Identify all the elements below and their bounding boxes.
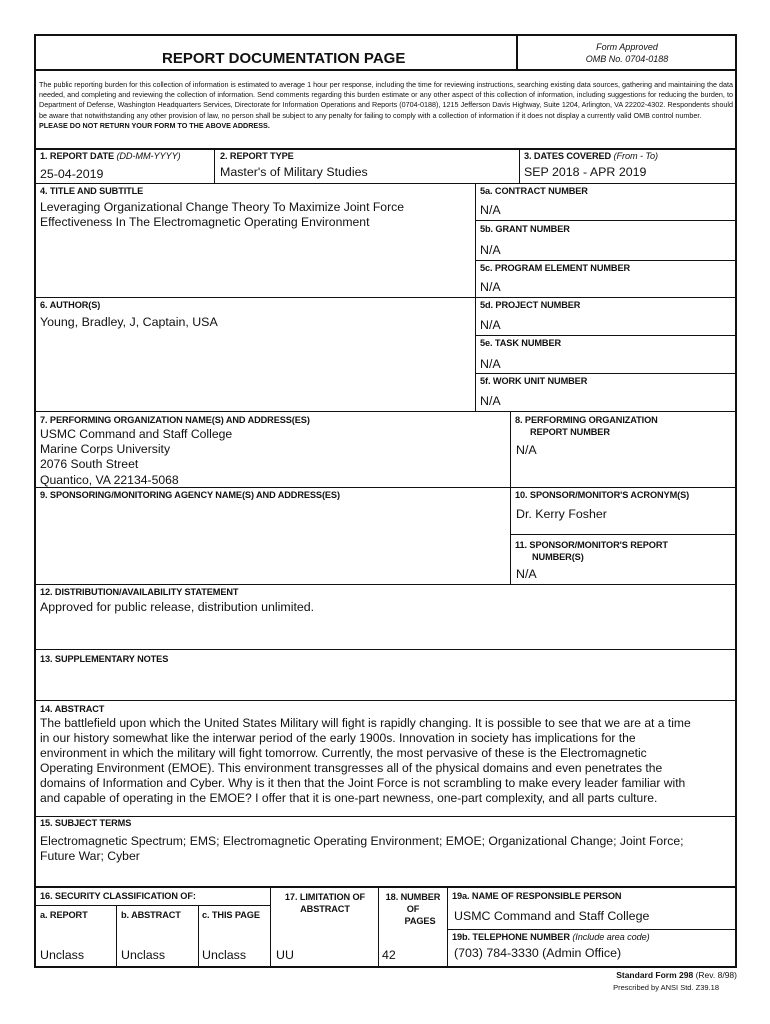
divider [35, 700, 736, 701]
divider [35, 649, 736, 650]
abstract-line: in our history somewhat like the interwar period of the early 1900s. Innovation in society has implications for the [40, 731, 636, 746]
divider [198, 905, 199, 967]
sponsor-acronym-value: Dr. Kerry Fosher [516, 507, 607, 521]
divider [35, 69, 736, 71]
sponsoring-agency-label: 9. SPONSORING/MONITORING AGENCY NAME(S) AND ADDRESS(ES) [40, 490, 340, 500]
abstract-line: and capable of operating in the EMOE? I offer that it is one-part newness, one-part complexity, and all parts culture. [40, 791, 658, 806]
program-element-number-value: N/A [480, 280, 501, 294]
dates-covered-hint: (From - To) [613, 151, 659, 161]
subject-terms-label: 15. SUBJECT TERMS [40, 818, 132, 828]
label-line: NUMBER(S) [532, 552, 584, 562]
divider [35, 148, 736, 150]
performing-org-value: USMC Command and Staff College Marine Corps University 2076 South Street Quantico, VA 22134-5068 [40, 427, 233, 487]
do-not-return-notice: PLEASE DO NOT RETURN YOUR FORM TO THE ABOVE ADDRESS. [39, 120, 270, 130]
sponsor-acronym-label: 10. SPONSOR/MONITOR'S ACRONYM(S) [515, 490, 690, 500]
performing-org-report-number-value: N/A [516, 443, 537, 457]
responsible-person-label: 19a. NAME OF RESPONSIBLE PERSON [452, 891, 622, 901]
label-line: OF [406, 904, 420, 914]
divider [475, 260, 736, 261]
divider [510, 534, 736, 535]
task-number-value: N/A [480, 357, 501, 371]
prescribed-by: Prescribed by ANSI Std. Z39.18 [613, 983, 719, 992]
telephone-hint: (Include area code) [572, 932, 650, 942]
number-of-pages-label [379, 891, 447, 927]
grant-number-value: N/A [480, 243, 501, 257]
divider [35, 297, 736, 298]
abstract-line: The battlefield upon which the United States Military will fight is rapidly changing. It is possible to see that we are at a time [40, 716, 691, 730]
abstract-line: Operating Environment (EMOE). This environment transgresses all of the physical domains and even penetrates the [40, 761, 663, 776]
report-classification-value: Unclass [40, 948, 85, 962]
label-line: ABSTRACT [300, 904, 350, 914]
project-number-value: N/A [480, 318, 501, 332]
this-page-classification-label: c. THIS PAGE [202, 910, 260, 920]
work-unit-number-label: 5f. WORK UNIT NUMBER [480, 376, 588, 386]
telephone-label [452, 932, 650, 942]
omb-number: OMB No. 0704-0188 [585, 53, 669, 64]
divider [519, 148, 520, 183]
title-subtitle-value: Leveraging Organizational Change Theory To Maximize Joint Force Effectiveness In The Electromagnetic Operating Environment [40, 200, 405, 230]
responsible-person-value: USMC Command and Staff College [454, 909, 650, 923]
standard-form-footer [520, 970, 737, 980]
dates-covered-value: SEP 2018 - APR 2019 [524, 165, 647, 179]
task-number-label: 5e. TASK NUMBER [480, 338, 562, 348]
abstract-text [40, 716, 734, 807]
label-line: 17. LIMITATION OF [284, 892, 366, 902]
report-date-label-text: 1. REPORT DATE [40, 151, 114, 161]
project-number-label: 5d. PROJECT NUMBER [480, 300, 581, 310]
form-approved-text: Form Approved [596, 42, 658, 52]
divider [270, 886, 271, 967]
label-line: REPORT NUMBER [530, 427, 610, 437]
authors-value: Young, Bradley, J, Captain, USA [40, 315, 218, 329]
divider [475, 335, 736, 336]
report-type-value: Master's of Military Studies [220, 165, 368, 179]
work-unit-number-value: N/A [480, 394, 501, 408]
label-line: 11. SPONSOR/MONITOR'S REPORT [515, 540, 668, 550]
performing-org-report-number-label [515, 414, 658, 438]
subject-terms-value: Electromagnetic Spectrum; EMS; Electromagnetic Operating Environment; EMOE; Organizational Change; Joint Force; Future War; Cyber [40, 834, 684, 864]
standard-form-number: Standard Form 298 [616, 970, 694, 980]
telephone-label-text: 19b. TELEPHONE NUMBER [452, 932, 570, 942]
limitation-of-abstract-label [272, 891, 378, 915]
title-subtitle-label: 4. TITLE AND SUBTITLE [40, 186, 144, 196]
label-line: 18. NUMBER [385, 892, 441, 902]
contract-number-label: 5a. CONTRACT NUMBER [480, 186, 588, 196]
divider [116, 905, 117, 967]
divider [475, 373, 736, 374]
abstract-line: domains of Information and Cyber. Why is it then that the Joint Force is not scrambling to make every leader familiar with [40, 776, 686, 791]
report-date-value: 25-04-2019 [40, 167, 104, 181]
limitation-of-abstract-value: UU [276, 948, 294, 962]
authors-label: 6. AUTHOR(S) [40, 300, 101, 310]
grant-number-label: 5b. GRANT NUMBER [480, 224, 570, 234]
contract-number-value: N/A [480, 203, 501, 217]
dates-covered-label [524, 151, 658, 161]
form-revision: (Rev. 8/98) [695, 970, 737, 980]
abstract-line: environment in which the military will fight tomorrow. Currently, the most pervasive of these is the Electromagnetic [40, 746, 647, 761]
divider [447, 929, 736, 930]
omb-approval [518, 42, 736, 65]
abstract-classification-value: Unclass [121, 948, 166, 962]
divider [35, 905, 270, 906]
page-title: REPORT DOCUMENTATION PAGE [162, 50, 406, 67]
divider [35, 886, 736, 888]
number-of-pages-value: 42 [382, 948, 396, 962]
divider [35, 183, 736, 184]
label-line: PAGES [404, 916, 436, 926]
distribution-label: 12. DISTRIBUTION/AVAILABILITY STATEMENT [40, 587, 239, 597]
security-classification-label: 16. SECURITY CLASSIFICATION OF: [40, 891, 196, 901]
telephone-value: (703) 784-3330 (Admin Office) [454, 946, 622, 960]
abstract-classification-label: b. ABSTRACT [121, 910, 181, 920]
divider [35, 584, 736, 585]
divider [475, 220, 736, 221]
sponsor-report-number-label [515, 539, 668, 563]
report-date-label [40, 151, 181, 161]
supplementary-notes-label: 13. SUPPLEMENTARY NOTES [40, 654, 169, 664]
report-type-label: 2. REPORT TYPE [220, 151, 294, 161]
burden-statement [39, 80, 733, 131]
distribution-value: Approved for public release, distribution unlimited. [40, 600, 315, 614]
this-page-classification-value: Unclass [202, 948, 247, 962]
abstract-label: 14. ABSTRACT [40, 704, 105, 714]
performing-org-label: 7. PERFORMING ORGANIZATION NAME(S) AND ADDRESS(ES) [40, 415, 310, 425]
label-line: 8. PERFORMING ORGANIZATION [515, 415, 658, 425]
program-element-number-label: 5c. PROGRAM ELEMENT NUMBER [480, 263, 631, 273]
divider [447, 886, 448, 967]
report-date-format-hint: (DD-MM-YYYY) [116, 151, 181, 161]
sponsor-report-number-value: N/A [516, 567, 537, 581]
report-classification-label: a. REPORT [40, 910, 88, 920]
divider [35, 411, 736, 412]
divider [214, 148, 215, 183]
divider [35, 816, 736, 817]
burden-text: The public reporting burden for this collection of information is estimated to average 1 hour per response, including the time for reviewing instructions, searching existing data sources, gathering and maintaining the data needed, and completing and reviewing the collection of information. Send comments regarding this burden estimate or any other aspect of this collection of information, including suggestions for reducing the burden, to Department of Defense, Washington Headquarters Services, Directorate for Information Operations and Reports (0704-0188), 1215 Jefferson Davis Highway, Suite 1204, Arlington, VA 22202-4302. Respondents should be aware that notwithstanding any other provision of law, no person shall be subject to any penalty for failing to comply with a collection of information if it does not display a currently valid OMB control number. [39, 80, 733, 120]
divider [510, 411, 511, 584]
dates-covered-label-text: 3. DATES COVERED [524, 151, 612, 161]
